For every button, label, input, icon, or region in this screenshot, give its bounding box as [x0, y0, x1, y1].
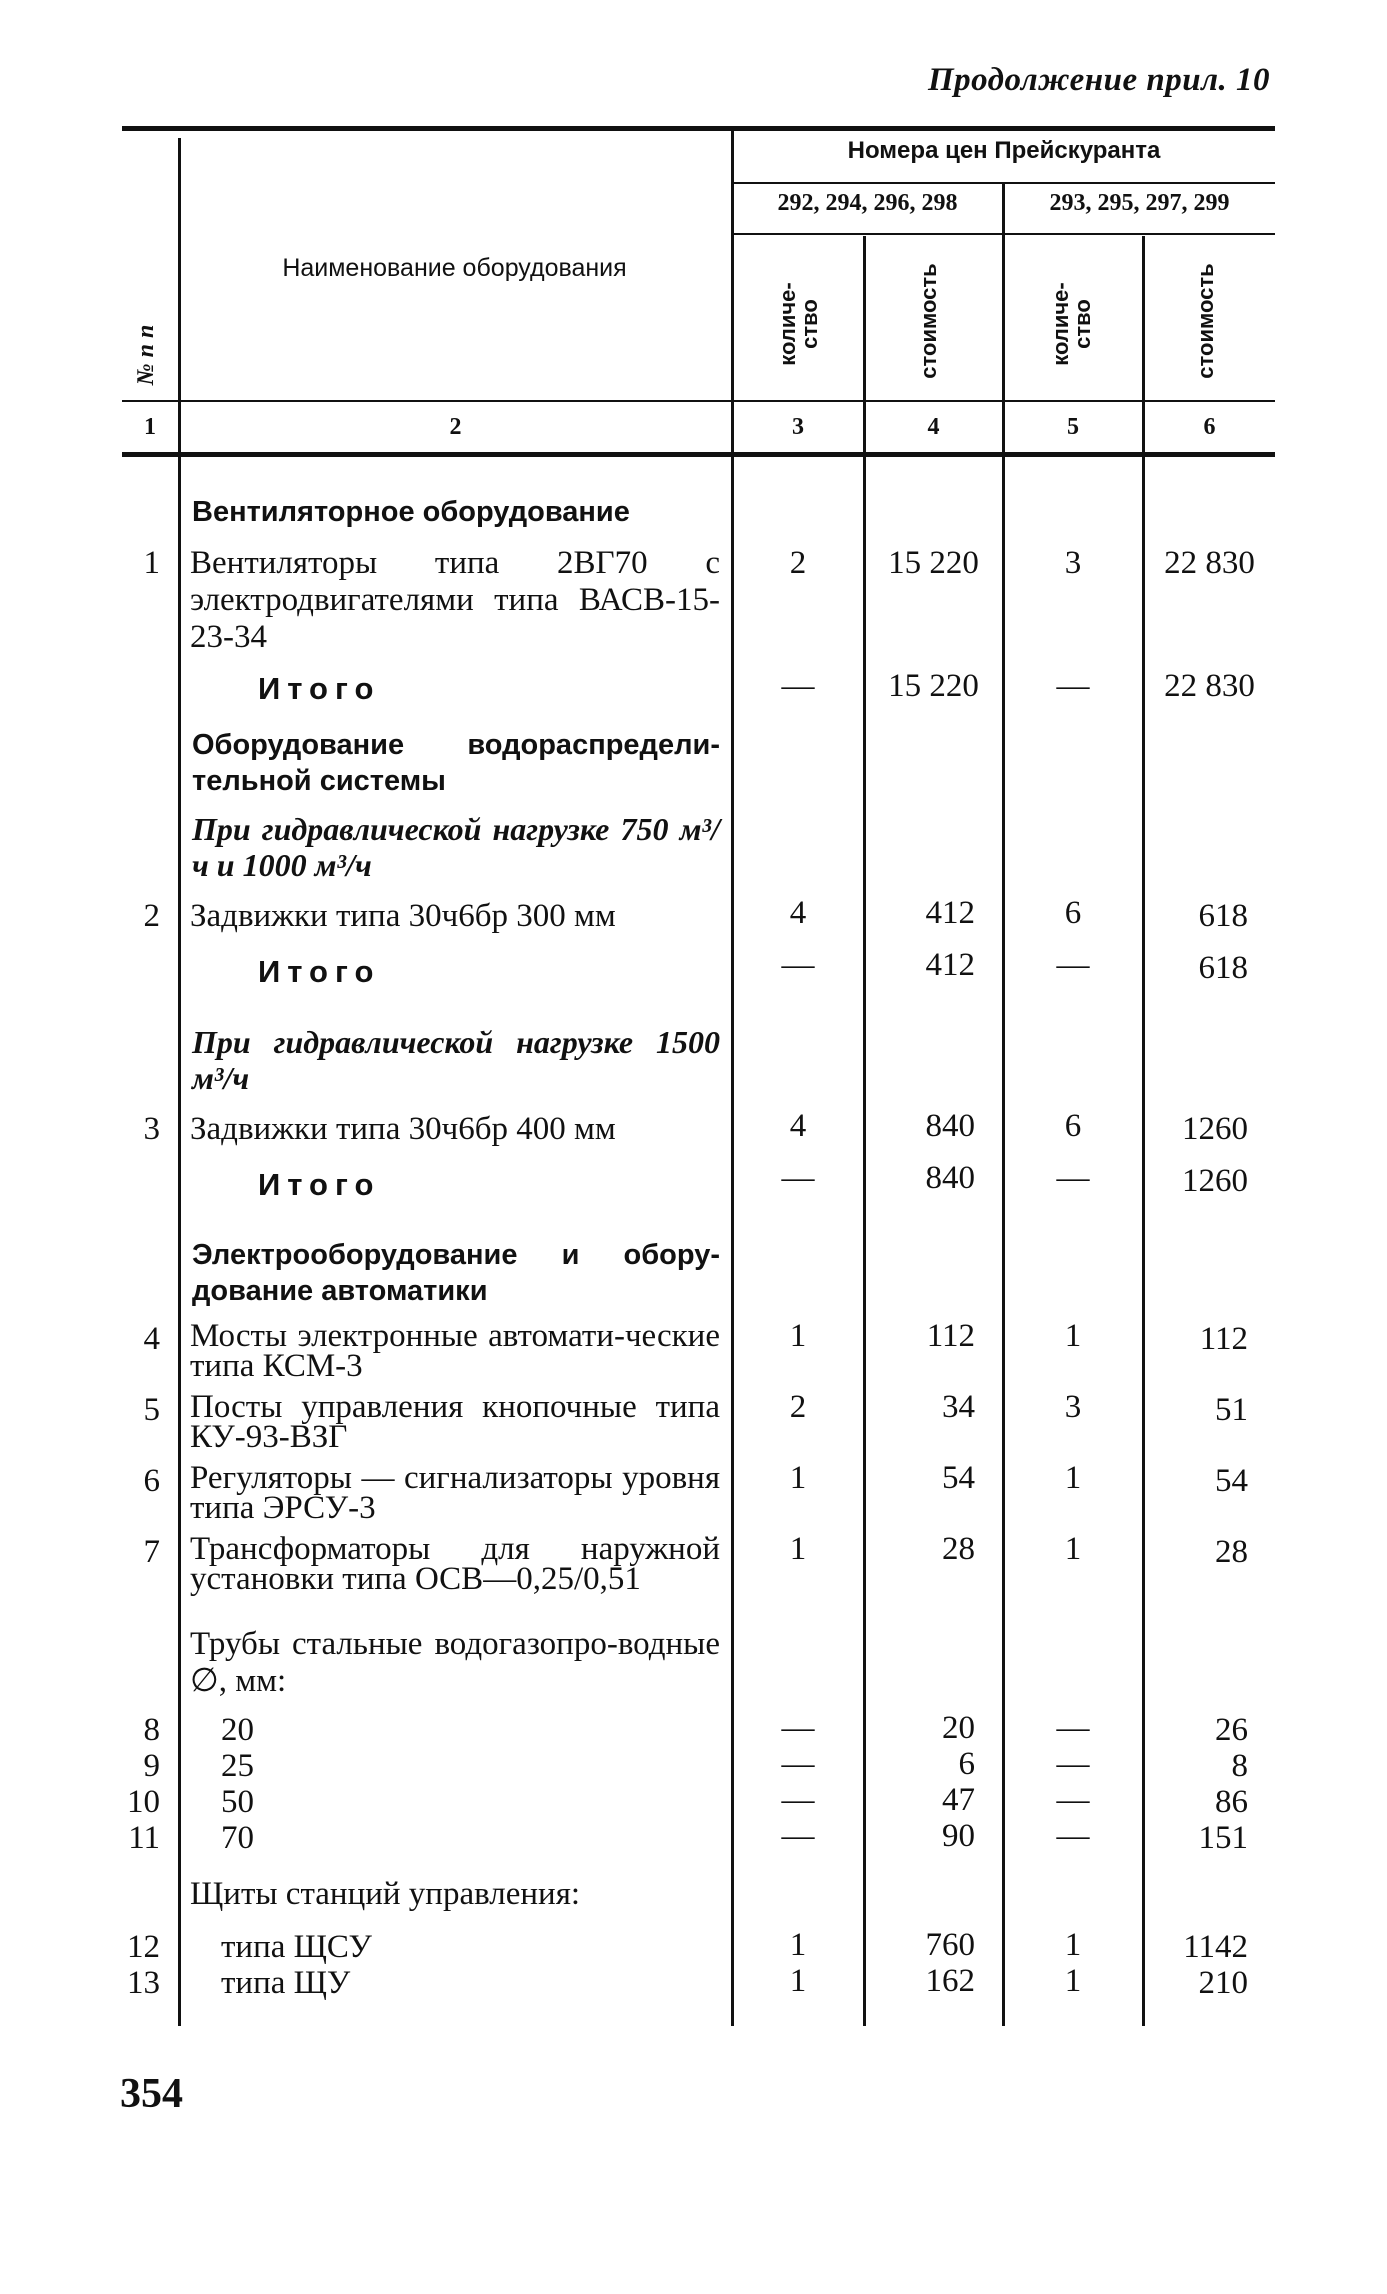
- cost-a: 15 220: [888, 545, 979, 581]
- item-name: Задвижки типа 30ч6бр 300 мм: [190, 898, 616, 934]
- section-heading: Вентиляторное оборудование: [192, 496, 630, 528]
- header-cost-a: стоимость: [916, 263, 941, 379]
- cost-a: 412: [925, 895, 975, 931]
- cost-a: 34: [942, 1389, 975, 1425]
- cost-b: 26: [1215, 1712, 1248, 1748]
- total-qty-b: —: [1056, 668, 1090, 704]
- qty-a: —: [781, 1746, 815, 1782]
- qty-a: 1: [789, 1531, 807, 1567]
- cost-a: 20: [942, 1710, 975, 1746]
- total-cost-a: 840: [925, 1160, 975, 1196]
- item-name: 20: [221, 1712, 254, 1748]
- header-price-group: Номера цен Прейскуранта: [847, 137, 1161, 164]
- header-col-name: Наименование оборудования: [282, 254, 627, 282]
- table-top-rule: [122, 126, 1275, 131]
- running-head: Продолжение прил. 10: [927, 62, 1270, 98]
- qty-a: —: [781, 1818, 815, 1854]
- qty-a: 1: [789, 1963, 807, 1999]
- item-name: Трансформаторы для наружной установки типа ОСВ—0,25/0,51: [190, 1531, 720, 1597]
- cost-a: 90: [942, 1818, 975, 1854]
- item-name: Задвижки типа 30ч6бр 400 мм: [190, 1111, 616, 1147]
- header-rule-numbers: [122, 400, 1275, 402]
- cost-b: 1142: [1183, 1929, 1248, 1965]
- qty-a: 2: [789, 545, 807, 581]
- cost-b: 51: [1215, 1392, 1248, 1428]
- qty-b: —: [1056, 1782, 1090, 1818]
- section-heading: Электрооборудование и обору-дование автоматики: [192, 1239, 720, 1307]
- cost-b: 112: [1199, 1321, 1248, 1357]
- cost-b: 151: [1198, 1820, 1248, 1856]
- row-number: 5: [143, 1392, 160, 1428]
- col-number-6: 6: [1203, 414, 1216, 440]
- total-cost-a: 412: [925, 947, 975, 983]
- row-number: 1: [143, 545, 160, 581]
- total-qty-a: —: [781, 1160, 815, 1196]
- col-number-5: 5: [1067, 414, 1079, 440]
- cost-b: 8: [1231, 1748, 1248, 1784]
- cost-a: 28: [942, 1531, 975, 1567]
- total-qty-b: —: [1056, 1160, 1090, 1196]
- qty-a: 1: [789, 1318, 807, 1354]
- total-cost-b: 1260: [1182, 1163, 1248, 1199]
- total-label: Итого: [258, 1167, 381, 1202]
- qty-a: 4: [789, 1108, 807, 1144]
- total-label: Итого: [258, 671, 381, 706]
- qty-b: 3: [1064, 1389, 1082, 1425]
- cost-b: 22 830: [1164, 545, 1255, 581]
- header-bottom-rule: [122, 452, 1275, 457]
- col-number-1: 1: [144, 414, 156, 440]
- header-col-num: № п п: [133, 324, 159, 386]
- item-name: 50: [221, 1784, 254, 1820]
- qty-a: 1: [789, 1927, 807, 1963]
- item-name: 70: [221, 1820, 254, 1856]
- cost-a: 6: [958, 1746, 975, 1782]
- item-name: 25: [221, 1748, 254, 1784]
- qty-a: 1: [789, 1460, 807, 1496]
- header-group-a: 292, 294, 296, 298: [777, 190, 958, 216]
- total-cost-a: 15 220: [888, 668, 979, 704]
- total-cost-b: 22 830: [1164, 668, 1255, 704]
- row-number: 13: [127, 1965, 160, 2001]
- page-number: 354: [120, 2071, 183, 2117]
- qty-b: 1: [1064, 1318, 1082, 1354]
- header-qty-a: количе-ство: [775, 282, 822, 366]
- row-number: 8: [143, 1712, 160, 1748]
- group-heading: Щиты станций управления:: [190, 1876, 581, 1912]
- qty-b: —: [1056, 1818, 1090, 1854]
- row-number: 12: [127, 1929, 160, 1965]
- cost-a: 840: [925, 1108, 975, 1144]
- cost-b: 86: [1215, 1784, 1248, 1820]
- row-number: 4: [143, 1321, 160, 1357]
- qty-b: 1: [1064, 1963, 1082, 1999]
- cost-a: 760: [925, 1927, 975, 1963]
- row-number: 7: [143, 1534, 160, 1570]
- qty-b: 1: [1064, 1927, 1082, 1963]
- col-number-3: 3: [792, 414, 804, 440]
- qty-b: 3: [1064, 545, 1082, 581]
- row-number: 3: [143, 1111, 160, 1147]
- qty-a: —: [781, 1710, 815, 1746]
- qty-a: —: [781, 1782, 815, 1818]
- qty-b: 1: [1064, 1531, 1082, 1567]
- item-name: Регуляторы — сигнализаторы уровня типа ЭРСУ-3: [190, 1460, 720, 1526]
- row-number: 11: [128, 1820, 160, 1856]
- cost-a: 162: [925, 1963, 975, 1999]
- qty-b: 1: [1064, 1460, 1082, 1496]
- item-name: типа ЩСУ: [221, 1929, 372, 1965]
- qty-b: 6: [1064, 1108, 1082, 1144]
- item-name: типа ЩУ: [221, 1965, 351, 2001]
- cost-b: 28: [1215, 1534, 1248, 1570]
- item-name: Посты управления кнопочные типа КУ-93-ВЗГ: [190, 1389, 720, 1455]
- group-heading: Трубы стальные водогазопро-водные ∅, мм:: [190, 1626, 720, 1699]
- row-number: 10: [127, 1784, 160, 1820]
- col-number-4: 4: [927, 414, 940, 440]
- cost-b: 210: [1198, 1965, 1248, 2001]
- item-name: Мосты электронные автомати-ческие типа КСМ-3: [190, 1318, 720, 1384]
- total-qty-a: —: [781, 947, 815, 983]
- qty-b: —: [1056, 1746, 1090, 1782]
- total-qty-b: —: [1056, 947, 1090, 983]
- cost-a: 47: [942, 1782, 975, 1818]
- qty-b: 6: [1064, 895, 1082, 931]
- section-heading: Оборудование водораспредели-тельной системы: [192, 729, 720, 797]
- col-number-2: 2: [449, 414, 462, 440]
- total-qty-a: —: [781, 668, 815, 704]
- subsection-heading: При гидравлической нагрузке 750 м³/ч и 1000 м³/ч: [192, 811, 720, 883]
- cost-a: 112: [926, 1318, 975, 1354]
- row-number: 2: [143, 898, 160, 934]
- cost-b: 54: [1215, 1463, 1248, 1499]
- header-group-b: 293, 295, 297, 299: [1049, 190, 1230, 216]
- row-number: 6: [143, 1463, 160, 1499]
- header-qty-b: количе-ство: [1048, 282, 1095, 366]
- qty-a: 4: [789, 895, 807, 931]
- total-label: Итого: [258, 954, 381, 989]
- cost-b: 618: [1198, 898, 1248, 934]
- cost-a: 54: [942, 1460, 975, 1496]
- qty-a: 2: [789, 1389, 807, 1425]
- cost-b: 1260: [1182, 1111, 1248, 1147]
- header-cost-b: стоимость: [1193, 263, 1218, 379]
- total-cost-b: 618: [1198, 950, 1248, 986]
- item-name: Вентиляторы типа 2ВГ70 с электродвигателями типа ВАСВ-15-23-34: [190, 545, 720, 655]
- row-number: 9: [143, 1748, 160, 1784]
- subsection-heading: При гидравлической нагрузке 1500 м³/ч: [192, 1024, 720, 1096]
- qty-b: —: [1056, 1710, 1090, 1746]
